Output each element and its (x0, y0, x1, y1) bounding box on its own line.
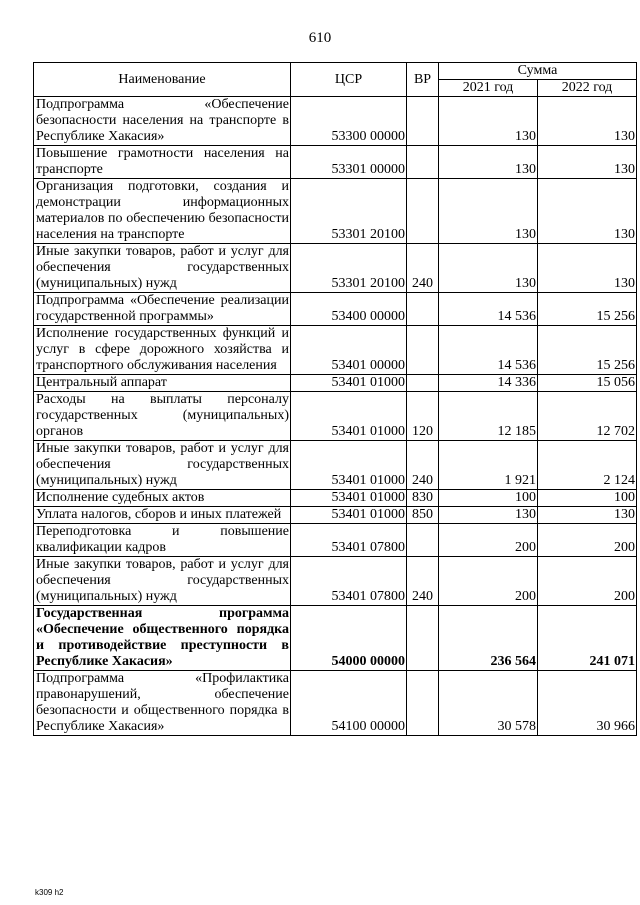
header-2022: 2022 год (538, 80, 637, 97)
row-2022: 241 071 (538, 606, 637, 671)
row-2022: 15 256 (538, 326, 637, 375)
row-csr: 54000 00000 (291, 606, 407, 671)
row-2022: 15 256 (538, 293, 637, 326)
row-name: Подпрограмма «Обеспечение реализации государственной программы» (34, 293, 291, 326)
row-csr: 53300 00000 (291, 97, 407, 146)
row-csr: 53301 20100 (291, 179, 407, 244)
row-2021: 130 (439, 507, 538, 524)
row-vr: 120 (407, 392, 439, 441)
row-2022: 30 966 (538, 671, 637, 736)
row-vr (407, 179, 439, 244)
table-row (34, 326, 637, 375)
row-name: Иные закупки товаров, работ и услуг для обеспечения государственных (муниципальных) нужд (34, 441, 291, 490)
row-vr (407, 671, 439, 736)
row-name: Исполнение судебных актов (34, 490, 291, 507)
row-csr: 53301 00000 (291, 146, 407, 179)
table-row (34, 392, 637, 441)
row-vr: 850 (407, 507, 439, 524)
row-csr: 53301 20100 (291, 244, 407, 293)
row-vr (407, 97, 439, 146)
row-2022: 130 (538, 97, 637, 146)
row-2021: 200 (439, 524, 538, 557)
row-name: Иные закупки товаров, работ и услуг для обеспечения государственных (муниципальных) нужд (34, 244, 291, 293)
table-row (34, 671, 637, 736)
row-vr: 240 (407, 441, 439, 490)
row-vr: 240 (407, 557, 439, 606)
table-row (34, 179, 637, 244)
row-name: Переподготовка и повышение квалификации кадров (34, 524, 291, 557)
row-name: Иные закупки товаров, работ и услуг для обеспечения государственных (муниципальных) нужд (34, 557, 291, 606)
header-csr: ЦСР (291, 63, 407, 97)
row-csr: 53401 01000 (291, 441, 407, 490)
row-2021: 130 (439, 146, 538, 179)
row-vr (407, 293, 439, 326)
row-csr: 53401 01000 (291, 392, 407, 441)
row-csr: 53401 07800 (291, 557, 407, 606)
row-name: Повышение грамотности населения на транспорте (34, 146, 291, 179)
table-row (34, 293, 637, 326)
row-name: Уплата налогов, сборов и иных платежей (34, 507, 291, 524)
row-csr: 53401 00000 (291, 326, 407, 375)
row-2022: 12 702 (538, 392, 637, 441)
table-row (34, 97, 637, 146)
row-vr (407, 606, 439, 671)
row-2022: 200 (538, 524, 637, 557)
table-row (34, 490, 637, 507)
table-row (34, 507, 637, 524)
row-2022: 15 056 (538, 375, 637, 392)
row-2021: 130 (439, 97, 538, 146)
table-row (34, 524, 637, 557)
row-2021: 30 578 (439, 671, 538, 736)
row-2021: 130 (439, 244, 538, 293)
row-name: Организация подготовки, создания и демонстрации информационных материалов по обеспечению безопасности населения на транспорте (34, 179, 291, 244)
row-csr: 53401 01000 (291, 490, 407, 507)
row-vr (407, 375, 439, 392)
row-2022: 130 (538, 179, 637, 244)
row-csr: 53400 00000 (291, 293, 407, 326)
page-number: 610 (308, 30, 332, 46)
row-csr: 53401 01000 (291, 375, 407, 392)
row-2021: 100 (439, 490, 538, 507)
table-row (34, 244, 637, 293)
header-name: Наименование (34, 63, 291, 97)
row-vr: 240 (407, 244, 439, 293)
row-name: Расходы на выплаты персоналу государственных (муниципальных) органов (34, 392, 291, 441)
row-csr: 53401 01000 (291, 507, 407, 524)
row-name: Подпрограмма «Обеспечение безопасности населения на транспорте в Республике Хакасия» (34, 97, 291, 146)
row-2022: 130 (538, 507, 637, 524)
row-2021: 200 (439, 557, 538, 606)
row-vr (407, 146, 439, 179)
header-2021: 2021 год (439, 80, 538, 97)
row-name: Подпрограмма «Профилактика правонарушений, обеспечение безопасности и общественного порядка в Республике Хакасия» (34, 671, 291, 736)
budget-table (33, 62, 637, 736)
row-2022: 100 (538, 490, 637, 507)
footer-code: k309 h2 (35, 888, 64, 897)
row-vr: 830 (407, 490, 439, 507)
row-2022: 130 (538, 146, 637, 179)
row-name: Исполнение государственных функций и услуг в сфере дорожного хозяйства и транспортного обслуживания населения (34, 326, 291, 375)
row-2021: 12 185 (439, 392, 538, 441)
row-2021: 14 536 (439, 293, 538, 326)
header-sum: Сумма (439, 63, 637, 80)
row-csr: 54100 00000 (291, 671, 407, 736)
table-row (34, 606, 637, 671)
row-2022: 130 (538, 244, 637, 293)
table-row (34, 441, 637, 490)
row-csr: 53401 07800 (291, 524, 407, 557)
row-vr (407, 524, 439, 557)
row-2021: 14 336 (439, 375, 538, 392)
row-2021: 14 536 (439, 326, 538, 375)
row-2021: 130 (439, 179, 538, 244)
row-2022: 200 (538, 557, 637, 606)
table-row (34, 375, 637, 392)
row-name: Центральный аппарат (34, 375, 291, 392)
row-vr (407, 326, 439, 375)
row-name: Государственная программа «Обеспечение общественного порядка и противодействие преступности в Республике Хакасия» (34, 606, 291, 671)
row-2022: 2 124 (538, 441, 637, 490)
header-vr: ВР (407, 63, 439, 97)
row-2021: 1 921 (439, 441, 538, 490)
table-row (34, 557, 637, 606)
row-2021: 236 564 (439, 606, 538, 671)
table-row (34, 146, 637, 179)
